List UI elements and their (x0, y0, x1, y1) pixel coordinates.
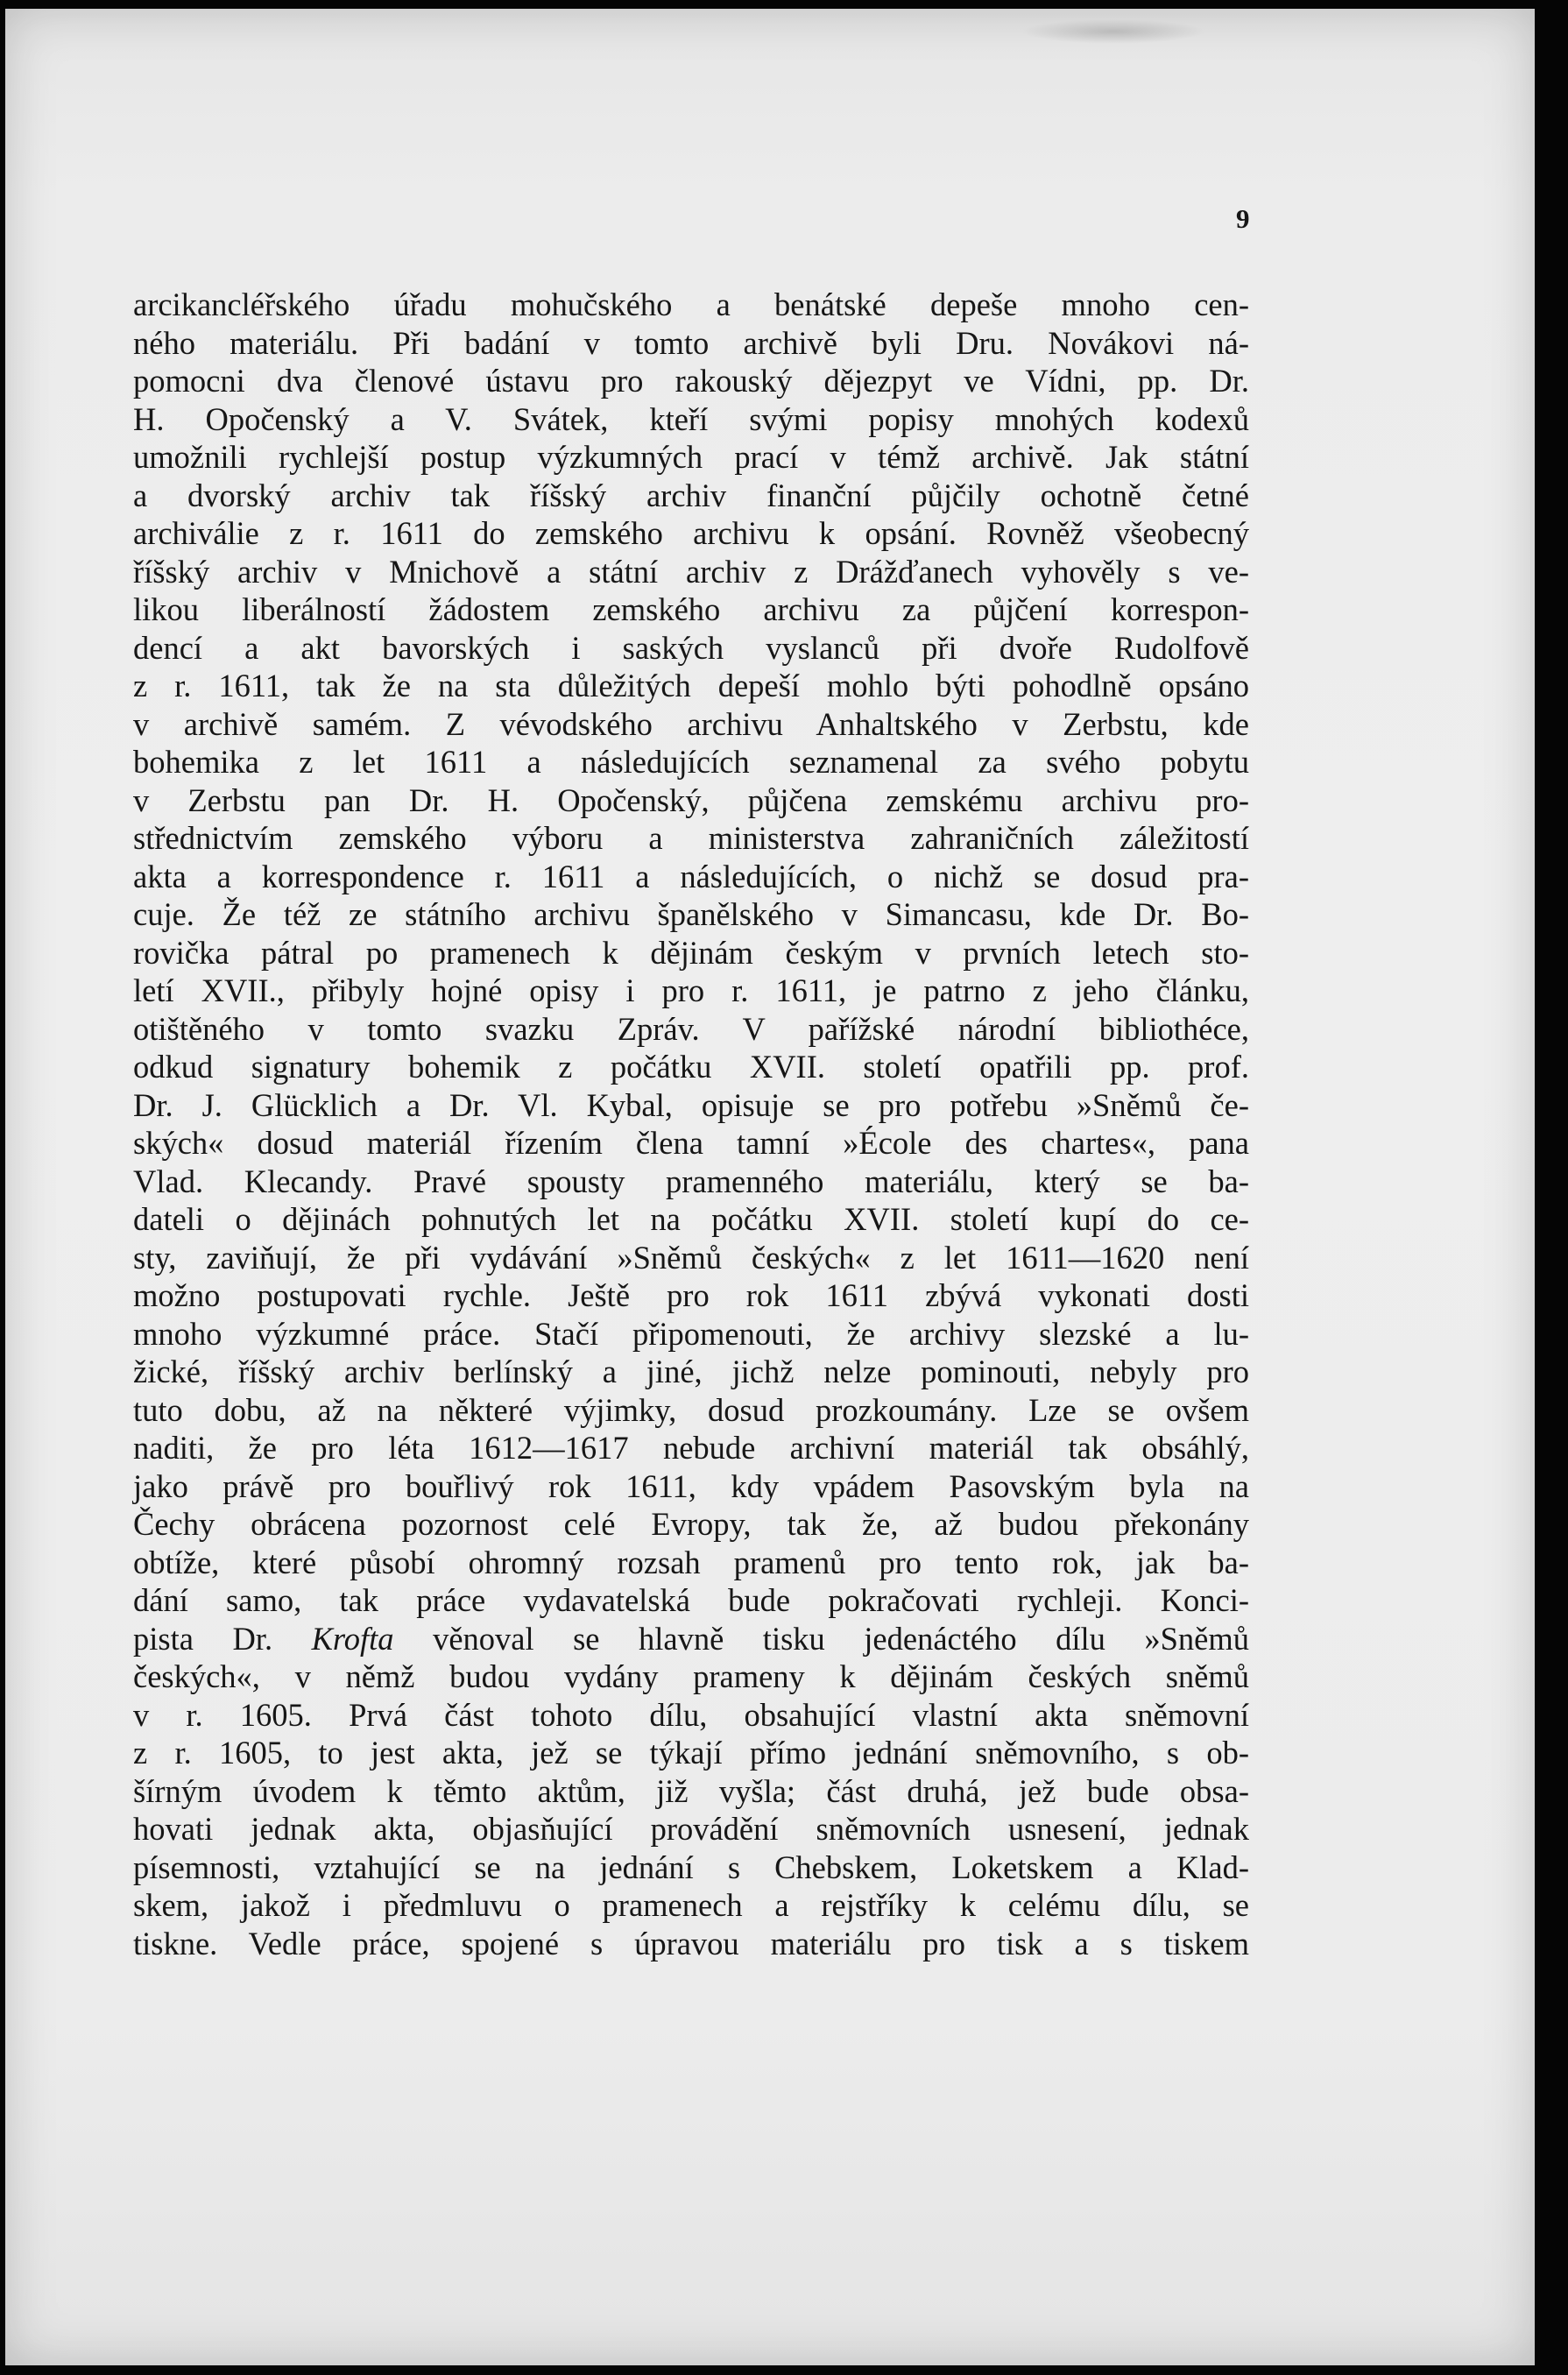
text-line: umožnili rychlejší postup výzkumných prací v témž archivě. Jak státní (133, 439, 1249, 475)
text-line-with-emphasis (133, 1620, 1249, 1658)
text-line: bohemika z let 1611 a následujících seznamenal za svého pobytu (133, 744, 1249, 780)
text-line: ských« dosud materiál řízením člena tamní »École des chartes«, pana (133, 1125, 1249, 1161)
text-line: akta a korrespondence r. 1611 a následujících, o nichž se dosud pra- (133, 858, 1249, 894)
text-line: Dr. J. Glücklich a Dr. Vl. Kybal, opisuje se pro potřebu »Sněmů če- (133, 1086, 1249, 1123)
body-text (133, 286, 1249, 1962)
text-line: archiválie z r. 1611 do zemského archivu k opsání. Rovněž všeobecný (133, 515, 1249, 551)
text-line: českých«, v němž budou vydány prameny k dějinám českých sněmů (133, 1658, 1249, 1694)
text-line: odkud signatury bohemik z počátku XVII. století opatřili pp. prof. (133, 1049, 1249, 1085)
text-line: v archivě samém. Z vévodského archivu Anhaltského v Zerbstu, kde (133, 705, 1249, 742)
text-line: skem, jakož i předmluvu o pramenech a rejstříky k celému dílu, se (133, 1887, 1249, 1923)
text-line: otištěného v tomto svazku Zpráv. V pařížské národní bibliothéce, (133, 1010, 1249, 1047)
text-line: H. Opočenský a V. Svátek, kteří svými popisy mnohých kodexů (133, 400, 1249, 437)
text-line: tuto dobu, až na některé výjimky, dosud prozkoumány. Lze se ovšem (133, 1391, 1249, 1428)
text-line: tiskne. Vedle práce, spojené s úpravou materiálu pro tisk a s tiskem (133, 1925, 1249, 1961)
text-line: rovička pátral po pramenech k dějinám českým v prvních letech sto- (133, 934, 1249, 971)
book-page (5, 9, 1535, 2365)
text-line: v r. 1605. Prvá část tohoto dílu, obsahující vlastní akta sněmovní (133, 1696, 1249, 1733)
text-line: jako právě pro bouřlivý rok 1611, kdy vpádem Pasovským byla na (133, 1467, 1249, 1504)
text-line: naditi, že pro léta 1612—1617 nebude archivní materiál tak obsáhlý, (133, 1430, 1249, 1466)
text-line: dání samo, tak práce vydavatelská bude pokračovati rychleji. Konci- (133, 1582, 1249, 1618)
page-number: 9 (1236, 203, 1250, 234)
text-line: ného materiálu. Při badání v tomto archivě byli Dru. Novákovi ná- (133, 324, 1249, 361)
text-line: arcikancléřského úřadu mohučského a benátské depeše mnoho cen- (133, 286, 1249, 322)
text-line: Vlad. Klecandy. Pravé spousty pramenného materiálu, který se ba- (133, 1163, 1249, 1199)
text-line: šírným úvodem k těmto aktům, již vyšla; část druhá, jež bude obsa- (133, 1772, 1249, 1809)
text-line: Čechy obrácena pozornost celé Evropy, tak že, až budou překonány (133, 1506, 1249, 1542)
emphasized-name: Krofta (311, 1620, 394, 1657)
text-line: cuje. Že též ze státního archivu španělského v Simancasu, kde Dr. Bo- (133, 896, 1249, 932)
line-segment: pista Dr. (133, 1620, 312, 1657)
text-line: z r. 1611, tak že na sta důležitých depeší mohlo býti pohodlně opsáno (133, 668, 1249, 703)
text-line: a dvorský archiv tak říšský archiv finanční půjčily ochotně četné (133, 477, 1249, 513)
text-line: žické, říšský archiv berlínský a jiné, jichž nelze pominouti, nebyly pro (133, 1354, 1249, 1389)
text-line: hovati jednak akta, objasňující provádění sněmovních usnesení, jednak (133, 1811, 1249, 1847)
text-line: dateli o dějinách pohnutých let na počátku XVII. století kupí do ce- (133, 1201, 1249, 1237)
text-line: pomocni dva členové ústavu pro rakouský dějezpyt ve Vídni, pp. Dr. (133, 363, 1249, 399)
text-line: mnoho výzkumné práce. Stačí připomenouti, že archivy slezské a lu- (133, 1315, 1249, 1352)
line-segment: věnoval se hlavně tisku jedenáctého dílu »Sněmů (393, 1620, 1250, 1657)
text-line: likou liberálností žádostem zemského archivu za půjčení korrespon- (133, 591, 1249, 627)
text-line: letí XVII., přibyly hojné opisy i pro r. 1611, je patrno z jeho článku, (133, 972, 1249, 1008)
text-line: střednictvím zemského výboru a ministerstva zahraničních záležitostí (133, 820, 1249, 856)
text-line: písemnosti, vztahující se na jednání s Chebskem, Loketskem a Klad- (133, 1848, 1249, 1885)
text-line: říšský archiv v Mnichově a státní archiv z Drážďanech vyhověly s ve- (133, 553, 1249, 590)
scan-smudge (1021, 19, 1205, 44)
text-line: v Zerbstu pan Dr. H. Opočenský, půjčena zemskému archivu pro- (133, 781, 1249, 818)
text-line: možno postupovati rychle. Ještě pro rok 1611 zbývá vykonati dosti (133, 1277, 1249, 1313)
text-line: z r. 1605, to jest akta, jež se týkají přímo jednání sněmovního, s ob- (133, 1735, 1249, 1771)
text-line: obtíže, které působí ohromný rozsah pramenů pro tento rok, jak ba- (133, 1544, 1249, 1580)
text-line: sty, zaviňují, že při vydávání »Sněmů českých« z let 1611—1620 není (133, 1239, 1249, 1276)
text-line: dencí a akt bavorských i saských vyslanců při dvoře Rudolfově (133, 629, 1249, 666)
